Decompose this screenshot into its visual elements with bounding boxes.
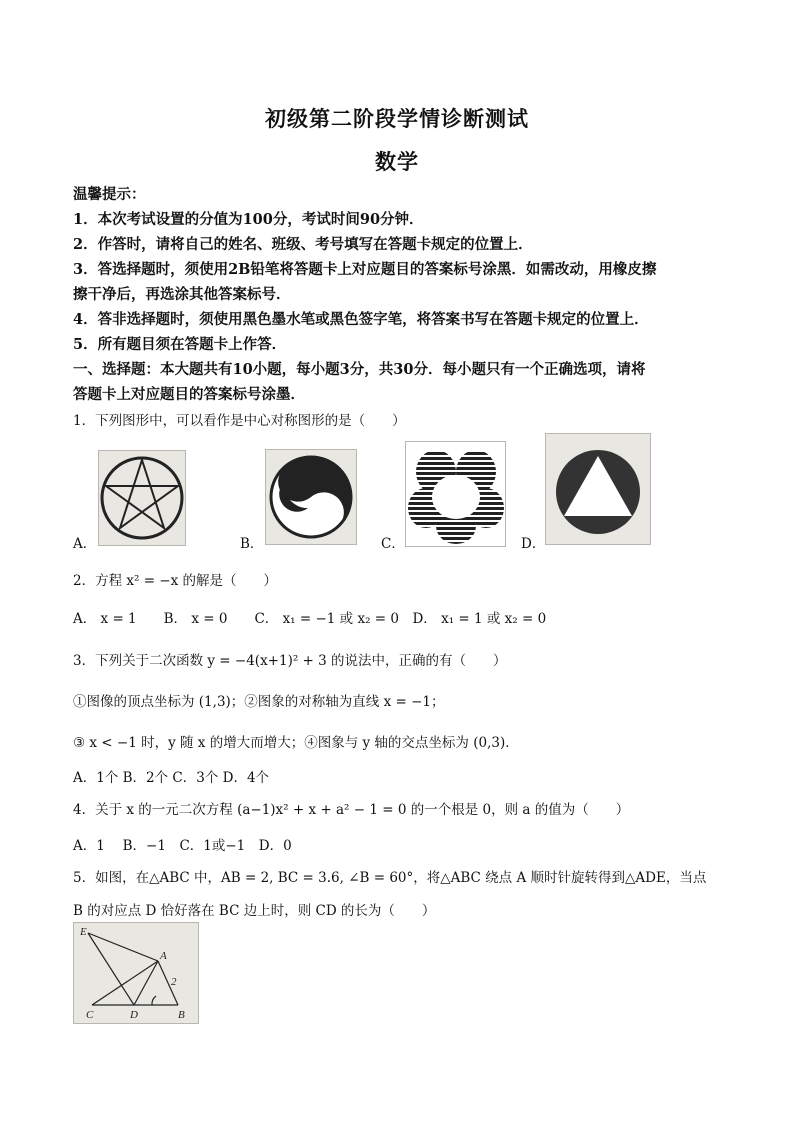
- q1-option-d-label: D．: [521, 536, 546, 552]
- question-4-options: A．1 B．−1 C．1或−1 D．0: [73, 838, 292, 854]
- figure-label-e: E: [80, 926, 87, 938]
- question-5-stem-cont: B 的对应点 D 恰好落在 BC 边上时，则 CD 的长为（ ）: [73, 903, 436, 919]
- pentagram-circle-figure: [98, 450, 186, 546]
- figure-label-2: 2: [171, 976, 177, 988]
- notice-item: 5．所有题目须在答题卡上作答．: [73, 336, 287, 353]
- section-heading-cont: 答题卡上对应题目的答案标号涂墨．: [73, 386, 305, 403]
- q1-option-b-label: B．: [240, 536, 264, 552]
- question-4-stem: 4．关于 x 的一元二次方程 (a−1)x² + x + a² − 1 = 0 的一个根是 0，则 a 的值为（ ）: [73, 802, 630, 818]
- figure-label-c: C: [86, 1009, 94, 1021]
- question-5-stem: 5．如图，在△ABC 中，AB = 2, BC = 3.6, ∠B = 60°，将△ABC 绕点 A 顺时针旋转得到△ADE，当点: [73, 870, 707, 886]
- page-title: 初级第二阶段学情诊断测试: [265, 106, 529, 131]
- notice-item: 1．本次考试设置的分值为100分，考试时间90分钟．: [73, 211, 424, 228]
- notice-heading: 温馨提示：: [73, 186, 146, 203]
- notice-item: 4．答非选择题时，须使用黑色墨水笔或黑色签字笔，将答案书写在答题卡规定的位置上．: [73, 311, 649, 328]
- question-3-statements-1: ①图像的顶点坐标为 (1,3)；②图象的对称轴为直线 x = −1；: [73, 694, 445, 710]
- striped-flower-figure: [405, 441, 506, 547]
- triangle-in-circle-figure: [545, 433, 651, 545]
- question-1-stem: 1．下列图形中，可以看作是中心对称图形的是（ ）: [73, 413, 406, 429]
- notice-item: 2．作答时，请将自己的姓名、班级、考号填写在答题卡规定的位置上．: [73, 236, 533, 253]
- yin-yang-figure: [265, 449, 357, 545]
- figure-label-a: A: [160, 950, 167, 962]
- subject-title: 数学: [375, 149, 419, 174]
- figure-label-b: B: [178, 1009, 185, 1021]
- question-3-stem: 3．下列关于二次函数 y = −4(x+1)² + 3 的说法中，正确的有（ ）: [73, 653, 507, 669]
- question-2-options: A． x = 1 B． x = 0 C． x₁ = −1 或 x₂ = 0 D． x₁ = 1 或 x₂ = 0: [73, 611, 547, 627]
- rotation-triangle-figure: [73, 922, 199, 1024]
- notice-item: 擦干净后，再选涂其他答案标号．: [73, 286, 291, 303]
- question-3-statements-2: ③ x < −1 时，y 随 x 的增大而增大；④图象与 y 轴的交点坐标为 (0,3)．: [73, 735, 519, 751]
- question-2-stem: 2．方程 x² = −x 的解是（ ）: [73, 573, 278, 589]
- figure-label-d: D: [130, 1009, 138, 1021]
- q1-option-a-label: A．: [73, 536, 97, 552]
- q1-option-c-label: C．: [381, 536, 405, 552]
- question-3-options: A．1个 B．2个 C．3个 D．4个: [73, 770, 270, 786]
- section-heading: 一、选择题：本大题共有10小题，每小题3分，共30分．每小题只有一个正确选项，请将: [73, 361, 646, 378]
- notice-item: 3．答选择题时，须使用2B铅笔将答题卡上对应题目的答案标号涂黑．如需改动，用橡皮擦: [73, 261, 657, 278]
